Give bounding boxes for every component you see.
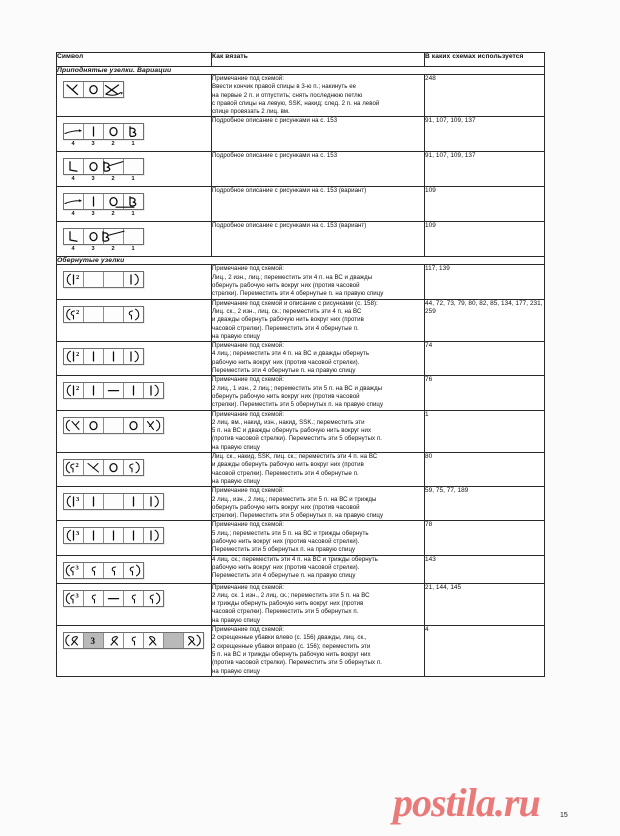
table-header-row — [57, 53, 545, 67]
table-row — [57, 583, 545, 625]
chart-cell-knit-tbl-wrap-end — [124, 563, 143, 578]
chart-cells — [63, 527, 164, 544]
svg-text:2: 2 — [76, 274, 80, 282]
howto-line: обернуть рабочую нить вокруг них (против часовой — [212, 392, 360, 400]
column-header-symbol: Символ — [57, 53, 212, 67]
charts-cell: 143 — [425, 555, 545, 583]
symbol-chart — [63, 632, 204, 649]
howto-line: рабочую нить вокруг них (против часовой стрелки). — [212, 537, 360, 545]
chart-cells — [63, 382, 164, 399]
chart-cell-knit-tbl-wrap-start — [64, 460, 84, 475]
howto-line: 5 п. на ВС и дважды обернуть рабочую нить вокруг них — [212, 427, 372, 435]
howto-line: Лиц. ск., накид, SSK, лиц. ск.; переместить эти 4 п. на ВС — [212, 453, 378, 461]
chart-cell-knit-wrap-end — [144, 383, 163, 398]
symbol-cell-raised-nub-base — [57, 75, 212, 117]
chart-cell-hook — [124, 124, 143, 139]
chart-number: 2 — [111, 141, 115, 148]
symbol-chart — [63, 459, 144, 476]
chart-cell-knit-tbl-wrap-start — [64, 591, 84, 606]
chart-cells — [63, 306, 144, 323]
svg-text:2: 2 — [75, 462, 79, 470]
howto-cell — [212, 342, 425, 376]
chart-cell-knit-wrap-end — [124, 272, 143, 287]
howto-cell — [212, 152, 425, 187]
chart-number: 1 — [131, 141, 135, 148]
chart-number: 3 — [91, 211, 95, 218]
chart-cell-knit — [84, 494, 104, 509]
howto-line: рабочую нить вокруг них (против часовой стрелки). — [212, 563, 360, 571]
chart-cell-blank — [104, 272, 124, 287]
symbol-cell-raised-nub-var-1 — [57, 117, 212, 152]
chart-cell-lambda-dec — [84, 460, 104, 475]
chart-number: 3 — [91, 246, 95, 253]
howto-line: 2 лиц. ск. 1 изн., 2 лиц. ск.; переместить эти 5 п. на ВС — [212, 591, 370, 599]
table-row — [57, 521, 545, 555]
symbol-chart — [63, 158, 144, 182]
chart-cells — [63, 158, 144, 175]
howto-line: 5 лиц.; переместить эти 5 п. на ВС и трижды обернуть — [212, 529, 369, 537]
charts-cell: 59, 75, 77, 189 — [425, 487, 545, 521]
howto-cell — [212, 410, 425, 452]
symbol-cell-wrapped-nub-twisted-ssk-yo — [57, 453, 212, 487]
howto-line: Ввести кончик правой спицы в 3-ю п.; накинуть ее — [212, 83, 357, 91]
symbol-cell-raised-nub-var-3 — [57, 187, 212, 222]
chart-cell-knit — [124, 494, 144, 509]
howto-line: Примечание под схемой: — [212, 376, 284, 384]
chart-cell-knit-tbl-wrap-end — [144, 591, 163, 606]
chart-cell-hook-under — [124, 194, 143, 209]
howto-line: часовой стрелки). Переместить эти 5 обернутых п. — [212, 608, 359, 616]
howto-line: Подробное описание с рисунками на с. 153 (вариант) — [212, 222, 367, 230]
chart-cells — [63, 271, 144, 288]
chart-cell-blank — [104, 307, 124, 322]
symbol-chart — [63, 493, 164, 510]
chart-cell-knit-tbl-wrap-end — [124, 307, 143, 322]
table-row — [57, 75, 545, 117]
chart-cell-yarnover — [104, 460, 124, 475]
chart-number: 4 — [71, 176, 75, 183]
table-row — [57, 265, 545, 299]
page-number: 15 — [560, 812, 568, 819]
chart-number: 1 — [131, 211, 135, 218]
howto-cell — [212, 376, 425, 410]
chart-number: 2 — [111, 176, 115, 183]
svg-text:3: 3 — [90, 636, 95, 647]
chart-cell-knit — [124, 383, 144, 398]
chart-cell-crossed-dec-right — [144, 633, 164, 648]
group-header-row — [57, 67, 545, 75]
charts-cell: 117, 139 — [425, 265, 545, 299]
symbol-chart — [63, 527, 164, 544]
howto-line: и дважды обернуть рабочую нить вокруг них (против — [212, 461, 364, 469]
chart-cell-crossed-dec-left — [104, 633, 124, 648]
howto-line: Подробное описание с рисунками на с. 153 (вариант) — [212, 187, 367, 195]
chart-cell-knit-wrap-end — [144, 494, 163, 509]
charts-cell: 4 — [425, 626, 545, 677]
chart-cell-knit — [104, 349, 124, 364]
howto-line: и дважды обернуть рабочую нить вокруг них (против — [212, 316, 364, 324]
chart-cell-knit — [104, 528, 124, 543]
howto-line: рабочую нить вокруг них (против часовой стрелки). — [212, 358, 360, 366]
group-header-row — [57, 257, 545, 265]
howto-line: Лиц. ск., 2 изн., лиц. ск.; переместить эти 4 п. на ВС — [212, 307, 362, 315]
chart-cell-blank — [104, 494, 124, 509]
chart-number-row — [63, 141, 144, 147]
chart-cell-crossed-dec-left-wrap — [64, 633, 84, 648]
table-row — [57, 342, 545, 376]
howto-cell — [212, 626, 425, 677]
symbol-chart — [63, 348, 144, 365]
howto-line: 2 скрещенные убавки влево (с. 156) дважды, лиц. ск., — [212, 634, 367, 642]
chart-cell-knit-tbl — [124, 591, 144, 606]
chart-number: 4 — [71, 211, 75, 218]
symbol-chart — [63, 123, 144, 147]
table-row — [57, 222, 545, 257]
chart-number: 3 — [91, 141, 95, 148]
charts-cell: 91, 107, 109, 137 — [425, 117, 545, 152]
chart-number: 4 — [71, 246, 75, 253]
chart-cell-knit-tbl-wrap-start — [64, 307, 84, 322]
charts-cell: 91, 107, 109, 137 — [425, 152, 545, 187]
howto-line: 2 лиц., 1 изн., 2 лиц.; переместить эти 5 п. на ВС и дважды — [212, 384, 383, 392]
howto-line: 4 лиц.; переместить эти 4 п. на ВС и дважды обернуть — [212, 350, 370, 358]
howto-line: 4 лиц. ск.; переместить эти 4 п. на ВС и трижды обернуть — [212, 555, 378, 563]
chart-cell-blank — [124, 229, 143, 244]
howto-line: Примечание под схемой: — [212, 342, 284, 350]
symbol-chart — [63, 81, 124, 98]
table-row — [57, 410, 545, 452]
howto-line: на правую спицу — [212, 332, 260, 340]
symbol-chart — [63, 417, 164, 434]
svg-text:2: 2 — [76, 351, 80, 359]
howto-line: (против часовой стрелки). Переместить эти 5 обернутых п. — [212, 435, 382, 443]
chart-cells — [63, 562, 144, 579]
howto-line: спице провязать 2 лиц. вм. — [212, 108, 290, 116]
howto-line: Переместить эти 5 обернутых п. на правую спицу — [212, 546, 356, 554]
chart-cell-blank — [84, 307, 104, 322]
howto-line: Примечание под схемой: — [212, 626, 284, 634]
column-header-howto: Как вязать — [212, 53, 425, 67]
charts-cell: 80 — [425, 453, 545, 487]
chart-cell-knit-tbl-wrap-end — [124, 460, 143, 475]
charts-cell: 1 — [425, 410, 545, 452]
svg-text:3: 3 — [76, 496, 80, 504]
table-row — [57, 152, 545, 187]
howto-cell — [212, 187, 425, 222]
symbol-cell-raised-nub-var-2 — [57, 152, 212, 187]
symbol-cell-wrapped-nub-crossed-dec — [57, 626, 212, 677]
chart-number: 1 — [131, 246, 135, 253]
howto-line: Примечание под схемой: — [212, 265, 284, 273]
chart-cell-ssk-wrap-end — [144, 418, 163, 433]
charts-cell: 78 — [425, 521, 545, 555]
chart-cells — [63, 493, 164, 510]
chart-number: 2 — [111, 246, 115, 253]
howto-line: Примечание под схемой: — [212, 487, 284, 495]
chart-cell-knit-wrap-end — [124, 349, 143, 364]
table-row — [57, 626, 545, 677]
chart-cell-knit-tbl — [104, 563, 124, 578]
chart-number-row — [63, 176, 144, 182]
group-title-wrapped-nubs: Обернутые узелки — [57, 257, 545, 265]
howto-line: Подробное описание с рисунками на с. 153 — [212, 152, 338, 160]
chart-cell-corner — [64, 229, 84, 244]
chart-number-row — [63, 211, 144, 217]
chart-cell-hook-tail — [104, 159, 124, 174]
charts-cell: 44, 72, 73, 79, 80, 82, 85, 134, 177, 231, 259 — [425, 299, 545, 341]
chart-cells — [63, 459, 144, 476]
chart-cell-knit-wrap-start — [64, 528, 84, 543]
charts-cell: 21, 144, 145 — [425, 583, 545, 625]
symbol-chart — [63, 562, 144, 579]
chart-cell-blank — [104, 418, 124, 433]
chart-cell-yarnover — [124, 418, 144, 433]
howto-line: стрелки). Переместить эти 5 обернутых п. на правую спицу — [212, 401, 384, 409]
chart-cell-knit-wrap-end — [144, 528, 163, 543]
howto-line: и трижды обернуть рабочую нить вокруг них (против — [212, 600, 364, 608]
chart-cell-knit-wrap-start — [64, 349, 84, 364]
charts-cell: 76 — [425, 376, 545, 410]
howto-cell — [212, 117, 425, 152]
symbol-cell-wrapped-nub-5knit-thrice — [57, 521, 212, 555]
chart-cell-k2tog-wrap-start — [64, 418, 84, 433]
chart-cell-corner — [64, 159, 84, 174]
howto-line: Переместить эти 4 обернутые п. на правую спицу — [212, 572, 356, 580]
symbol-cell-raised-nub-var-4 — [57, 222, 212, 257]
chart-cell-knit-wrap-start — [64, 494, 84, 509]
howto-cell — [212, 75, 425, 117]
chart-cell-knit — [124, 528, 144, 543]
svg-text:3: 3 — [75, 564, 79, 572]
symbol-reference-table — [56, 52, 544, 677]
chart-cell-sweep-right — [64, 194, 84, 209]
chart-number: 1 — [131, 176, 135, 183]
chart-number: 3 — [91, 176, 95, 183]
howto-line: 2 скрещенные убавки вправо (с. 156); переместить эти — [212, 642, 371, 650]
chart-cell-yarnover — [104, 124, 124, 139]
chart-number-row — [63, 246, 144, 252]
howto-line: с правой спицы на левую, SSK, накид; след. 2 п. на левой — [212, 99, 380, 107]
howto-line: Примечание под схемой: — [212, 410, 284, 418]
site-watermark: postila.ru — [393, 780, 540, 825]
chart-cell-repeat-count — [84, 633, 104, 648]
chart-cell-left-dec — [64, 82, 84, 97]
chart-cells — [63, 632, 204, 649]
symbol-chart — [63, 193, 144, 217]
symbol-cell-wrapped-nub-5st-thrice-purl — [57, 487, 212, 521]
howto-cell — [212, 583, 425, 625]
chart-number: 4 — [71, 141, 75, 148]
howto-line: Примечание под схемой и описание с рисунками (с. 158): — [212, 299, 378, 307]
chart-cells — [63, 590, 164, 607]
symbol-cell-wrapped-nub-5twisted-purl-center — [57, 583, 212, 625]
table-row — [57, 187, 545, 222]
chart-cell-knit-tbl — [124, 633, 144, 648]
chart-cell-sweep-right — [64, 124, 84, 139]
howto-cell — [212, 299, 425, 341]
howto-line: Примечание под схемой: — [212, 75, 284, 82]
howto-line: стрелки). Переместить эти 4 обернутые п. на правую спицу — [212, 290, 384, 298]
knitting-symbol-table — [56, 52, 545, 677]
howto-line: на правую спицу — [212, 667, 260, 675]
table-row — [57, 376, 545, 410]
svg-text:3: 3 — [75, 592, 79, 600]
chart-cell-right-dec-arrow — [104, 82, 123, 97]
group-title-raised-nubs: Приподнятые узелки. Вариации — [57, 67, 545, 75]
symbol-cell-wrapped-nub-4knit — [57, 342, 212, 376]
table-row — [57, 117, 545, 152]
chart-cell-knit-wrap-start — [64, 272, 84, 287]
symbol-cell-wrapped-nub-4st-twisted — [57, 299, 212, 341]
chart-cell-hook-tail-long — [104, 229, 124, 244]
chart-cells — [63, 348, 144, 365]
chart-cell-yarnover — [84, 418, 104, 433]
svg-text:3: 3 — [76, 530, 80, 538]
charts-cell: 248 — [425, 75, 545, 117]
chart-cell-knit-wrap-start — [64, 383, 84, 398]
symbol-chart — [63, 590, 164, 607]
symbol-chart — [63, 271, 144, 288]
howto-cell — [212, 265, 425, 299]
howto-cell — [212, 222, 425, 257]
symbol-cell-wrapped-nub-4twisted-thrice — [57, 555, 212, 583]
chart-cell-crossed-dec-right-wrap — [184, 633, 203, 648]
chart-cell-knit — [84, 349, 104, 364]
howto-line: Примечание под схемой: — [212, 583, 284, 591]
symbol-chart — [63, 306, 144, 323]
howto-cell — [212, 453, 425, 487]
howto-line: на правую спицу — [212, 443, 260, 451]
howto-line: Лиц., 2 изн., лиц.; переместить эти 4 п. на ВС и дважды — [212, 273, 373, 281]
chart-cells — [63, 228, 144, 245]
column-header-charts: В каких схемах используется — [425, 53, 545, 67]
howto-line: Подробное описание с рисунками на с. 153 — [212, 117, 338, 125]
symbol-cell-wrapped-nub-k2tog-yo — [57, 410, 212, 452]
chart-cells — [63, 123, 144, 140]
howto-cell — [212, 521, 425, 555]
svg-text:2: 2 — [76, 308, 80, 316]
table-row — [57, 299, 545, 341]
table-row — [57, 487, 545, 521]
chart-cell-blank — [84, 272, 104, 287]
symbol-cell-wrapped-nub-4st-twice — [57, 265, 212, 299]
howto-line: на правую спицу — [212, 616, 260, 624]
table-row — [57, 453, 545, 487]
charts-cell: 109 — [425, 222, 545, 257]
symbol-chart — [63, 382, 164, 399]
chart-cells — [63, 193, 144, 210]
chart-cell-knit — [84, 383, 104, 398]
howto-line: Примечание под схемой: — [212, 521, 284, 529]
howto-line: 2 лиц. вм., накид, изн., накид, SSK.; переместить эти — [212, 418, 365, 426]
table-row — [57, 555, 545, 583]
howto-line: обернуть рабочую нить вокруг них (против часовой — [212, 282, 360, 290]
chart-cell-yarnover — [84, 82, 104, 97]
chart-cell-knit-tbl — [84, 563, 104, 578]
howto-line: 5 п. на ВС и трижды обернуть рабочую нить вокруг них — [212, 650, 371, 658]
chart-cell-knit-tbl-wrap-start — [64, 563, 84, 578]
chart-cell-knit — [84, 194, 104, 209]
charts-cell: 74 — [425, 342, 545, 376]
chart-cell-knit — [84, 528, 104, 543]
charts-cell: 109 — [425, 187, 545, 222]
svg-text:2: 2 — [76, 385, 80, 393]
chart-cells — [63, 81, 124, 98]
howto-line: стрелки). Переместить эти 5 обернутых п. на правую спицу — [212, 512, 384, 520]
howto-line: на правую спицу — [212, 477, 260, 485]
howto-line: Переместить эти 4 обернутые п. на правую спицу — [212, 367, 356, 375]
chart-cell-purl-dash — [104, 383, 124, 398]
howto-cell — [212, 555, 425, 583]
chart-cell-shaded-blank — [164, 633, 184, 648]
howto-line: (против часовой стрелки). Переместить эти 5 обернутых п. — [212, 659, 382, 667]
howto-line: часовой стрелки). Переместить эти 4 обернутые п. — [212, 324, 359, 332]
symbol-chart — [63, 228, 144, 252]
chart-number: 2 — [111, 211, 115, 218]
symbol-cell-wrapped-nub-5st-purl-center — [57, 376, 212, 410]
howto-line: 2 лиц., изн., 2 лиц.; переместить эти 5 п. на ВС и трижды — [212, 495, 377, 503]
chart-cells — [63, 417, 164, 434]
howto-cell — [212, 487, 425, 521]
howto-line: на первые 2 п. и отпустить; снять последнюю петлю — [212, 91, 363, 99]
howto-line: часовой стрелки). Переместить эти 4 обернутые п. — [212, 469, 359, 477]
chart-cell-blank — [124, 159, 143, 174]
chart-cell-purl-dash — [104, 591, 124, 606]
howto-line: обернуть рабочую нить вокруг них (против часовой — [212, 503, 360, 511]
chart-cell-knit-tbl — [84, 591, 104, 606]
chart-cell-knit — [84, 124, 104, 139]
